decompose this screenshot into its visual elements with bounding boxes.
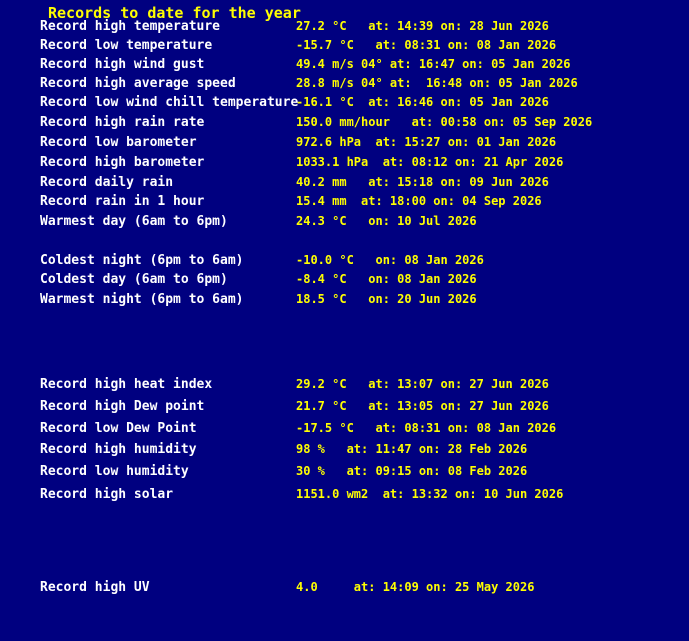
record-label: Record high heat index bbox=[40, 377, 213, 392]
record-row bbox=[0, 135, 689, 151]
record-row bbox=[0, 399, 689, 415]
record-label: Record high rain rate bbox=[40, 115, 205, 130]
record-row bbox=[0, 272, 689, 288]
record-value: 18.5 °C on: 20 Jun 2026 bbox=[296, 292, 477, 306]
record-label: Record daily rain bbox=[40, 175, 174, 190]
record-row bbox=[0, 292, 689, 308]
record-label: Record high UV bbox=[40, 580, 150, 595]
record-label: Coldest night (6pm to 6am) bbox=[40, 253, 244, 268]
record-row bbox=[0, 442, 689, 458]
page-title: Records to date for the year bbox=[48, 4, 301, 22]
record-row bbox=[0, 580, 689, 596]
record-label: Record low barometer bbox=[40, 135, 197, 150]
record-label: Record high average speed bbox=[40, 76, 236, 91]
record-label: Record rain in 1 hour bbox=[40, 194, 205, 209]
record-row bbox=[0, 487, 689, 503]
record-row bbox=[0, 464, 689, 480]
record-label: Record low temperature bbox=[40, 38, 213, 53]
record-value: 30 % at: 09:15 on: 08 Feb 2026 bbox=[296, 464, 528, 478]
record-value: 29.2 °C at: 13:07 on: 27 Jun 2026 bbox=[296, 377, 549, 391]
record-label: Coldest day (6am to 6pm) bbox=[40, 272, 228, 287]
record-value: 150.0 mm/hour at: 00:58 on: 05 Sep 2026 bbox=[296, 115, 593, 129]
record-label: Record high temperature bbox=[40, 19, 221, 34]
record-label: Record low Dew Point bbox=[40, 421, 197, 436]
record-row bbox=[0, 115, 689, 131]
record-label: Record low humidity bbox=[40, 464, 189, 479]
record-label: Record low wind chill temperature bbox=[40, 95, 299, 110]
record-value: 972.6 hPa at: 15:27 on: 01 Jan 2026 bbox=[296, 135, 557, 149]
record-value: -17.5 °C at: 08:31 on: 08 Jan 2026 bbox=[296, 421, 557, 435]
record-label: Record high Dew point bbox=[40, 399, 205, 414]
record-row bbox=[0, 95, 689, 111]
record-value: 15.4 mm at: 18:00 on: 04 Sep 2026 bbox=[296, 194, 542, 208]
record-value: -8.4 °C on: 08 Jan 2026 bbox=[296, 272, 477, 286]
record-value: -10.0 °C on: 08 Jan 2026 bbox=[296, 253, 484, 267]
record-value: 1033.1 hPa at: 08:12 on: 21 Apr 2026 bbox=[296, 155, 564, 169]
record-row bbox=[0, 377, 689, 393]
record-value: 49.4 m/s 04° at: 16:47 on: 05 Jan 2026 bbox=[296, 57, 571, 71]
record-label: Warmest day (6am to 6pm) bbox=[40, 214, 228, 229]
record-value: 1151.0 wm2 at: 13:32 on: 10 Jun 2026 bbox=[296, 487, 564, 501]
record-label: Record high wind gust bbox=[40, 57, 205, 72]
record-value: 98 % at: 11:47 on: 28 Feb 2026 bbox=[296, 442, 528, 456]
record-value: 21.7 °C at: 13:05 on: 27 Jun 2026 bbox=[296, 399, 549, 413]
record-value: 24.3 °C on: 10 Jul 2026 bbox=[296, 214, 477, 228]
record-label: Warmest night (6pm to 6am) bbox=[40, 292, 244, 307]
record-value: -15.7 °C at: 08:31 on: 08 Jan 2026 bbox=[296, 38, 557, 52]
record-value: -16.1 °C at: 16:46 on: 05 Jan 2026 bbox=[296, 95, 549, 109]
record-row bbox=[0, 214, 689, 230]
record-row bbox=[0, 421, 689, 437]
record-label: Record high barometer bbox=[40, 155, 205, 170]
record-value: 40.2 mm at: 15:18 on: 09 Jun 2026 bbox=[296, 175, 549, 189]
record-row bbox=[0, 19, 689, 35]
record-row bbox=[0, 253, 689, 269]
record-row bbox=[0, 76, 689, 92]
record-row bbox=[0, 57, 689, 73]
record-value: 28.8 m/s 04° at: 16:48 on: 05 Jan 2026 bbox=[296, 76, 578, 90]
record-label: Record high solar bbox=[40, 487, 174, 502]
record-row bbox=[0, 175, 689, 191]
record-row bbox=[0, 38, 689, 54]
record-value: 4.0 at: 14:09 on: 25 May 2026 bbox=[296, 580, 535, 594]
record-value: 27.2 °C at: 14:39 on: 28 Jun 2026 bbox=[296, 19, 549, 33]
record-row bbox=[0, 155, 689, 171]
record-label: Record high humidity bbox=[40, 442, 197, 457]
record-row bbox=[0, 194, 689, 210]
